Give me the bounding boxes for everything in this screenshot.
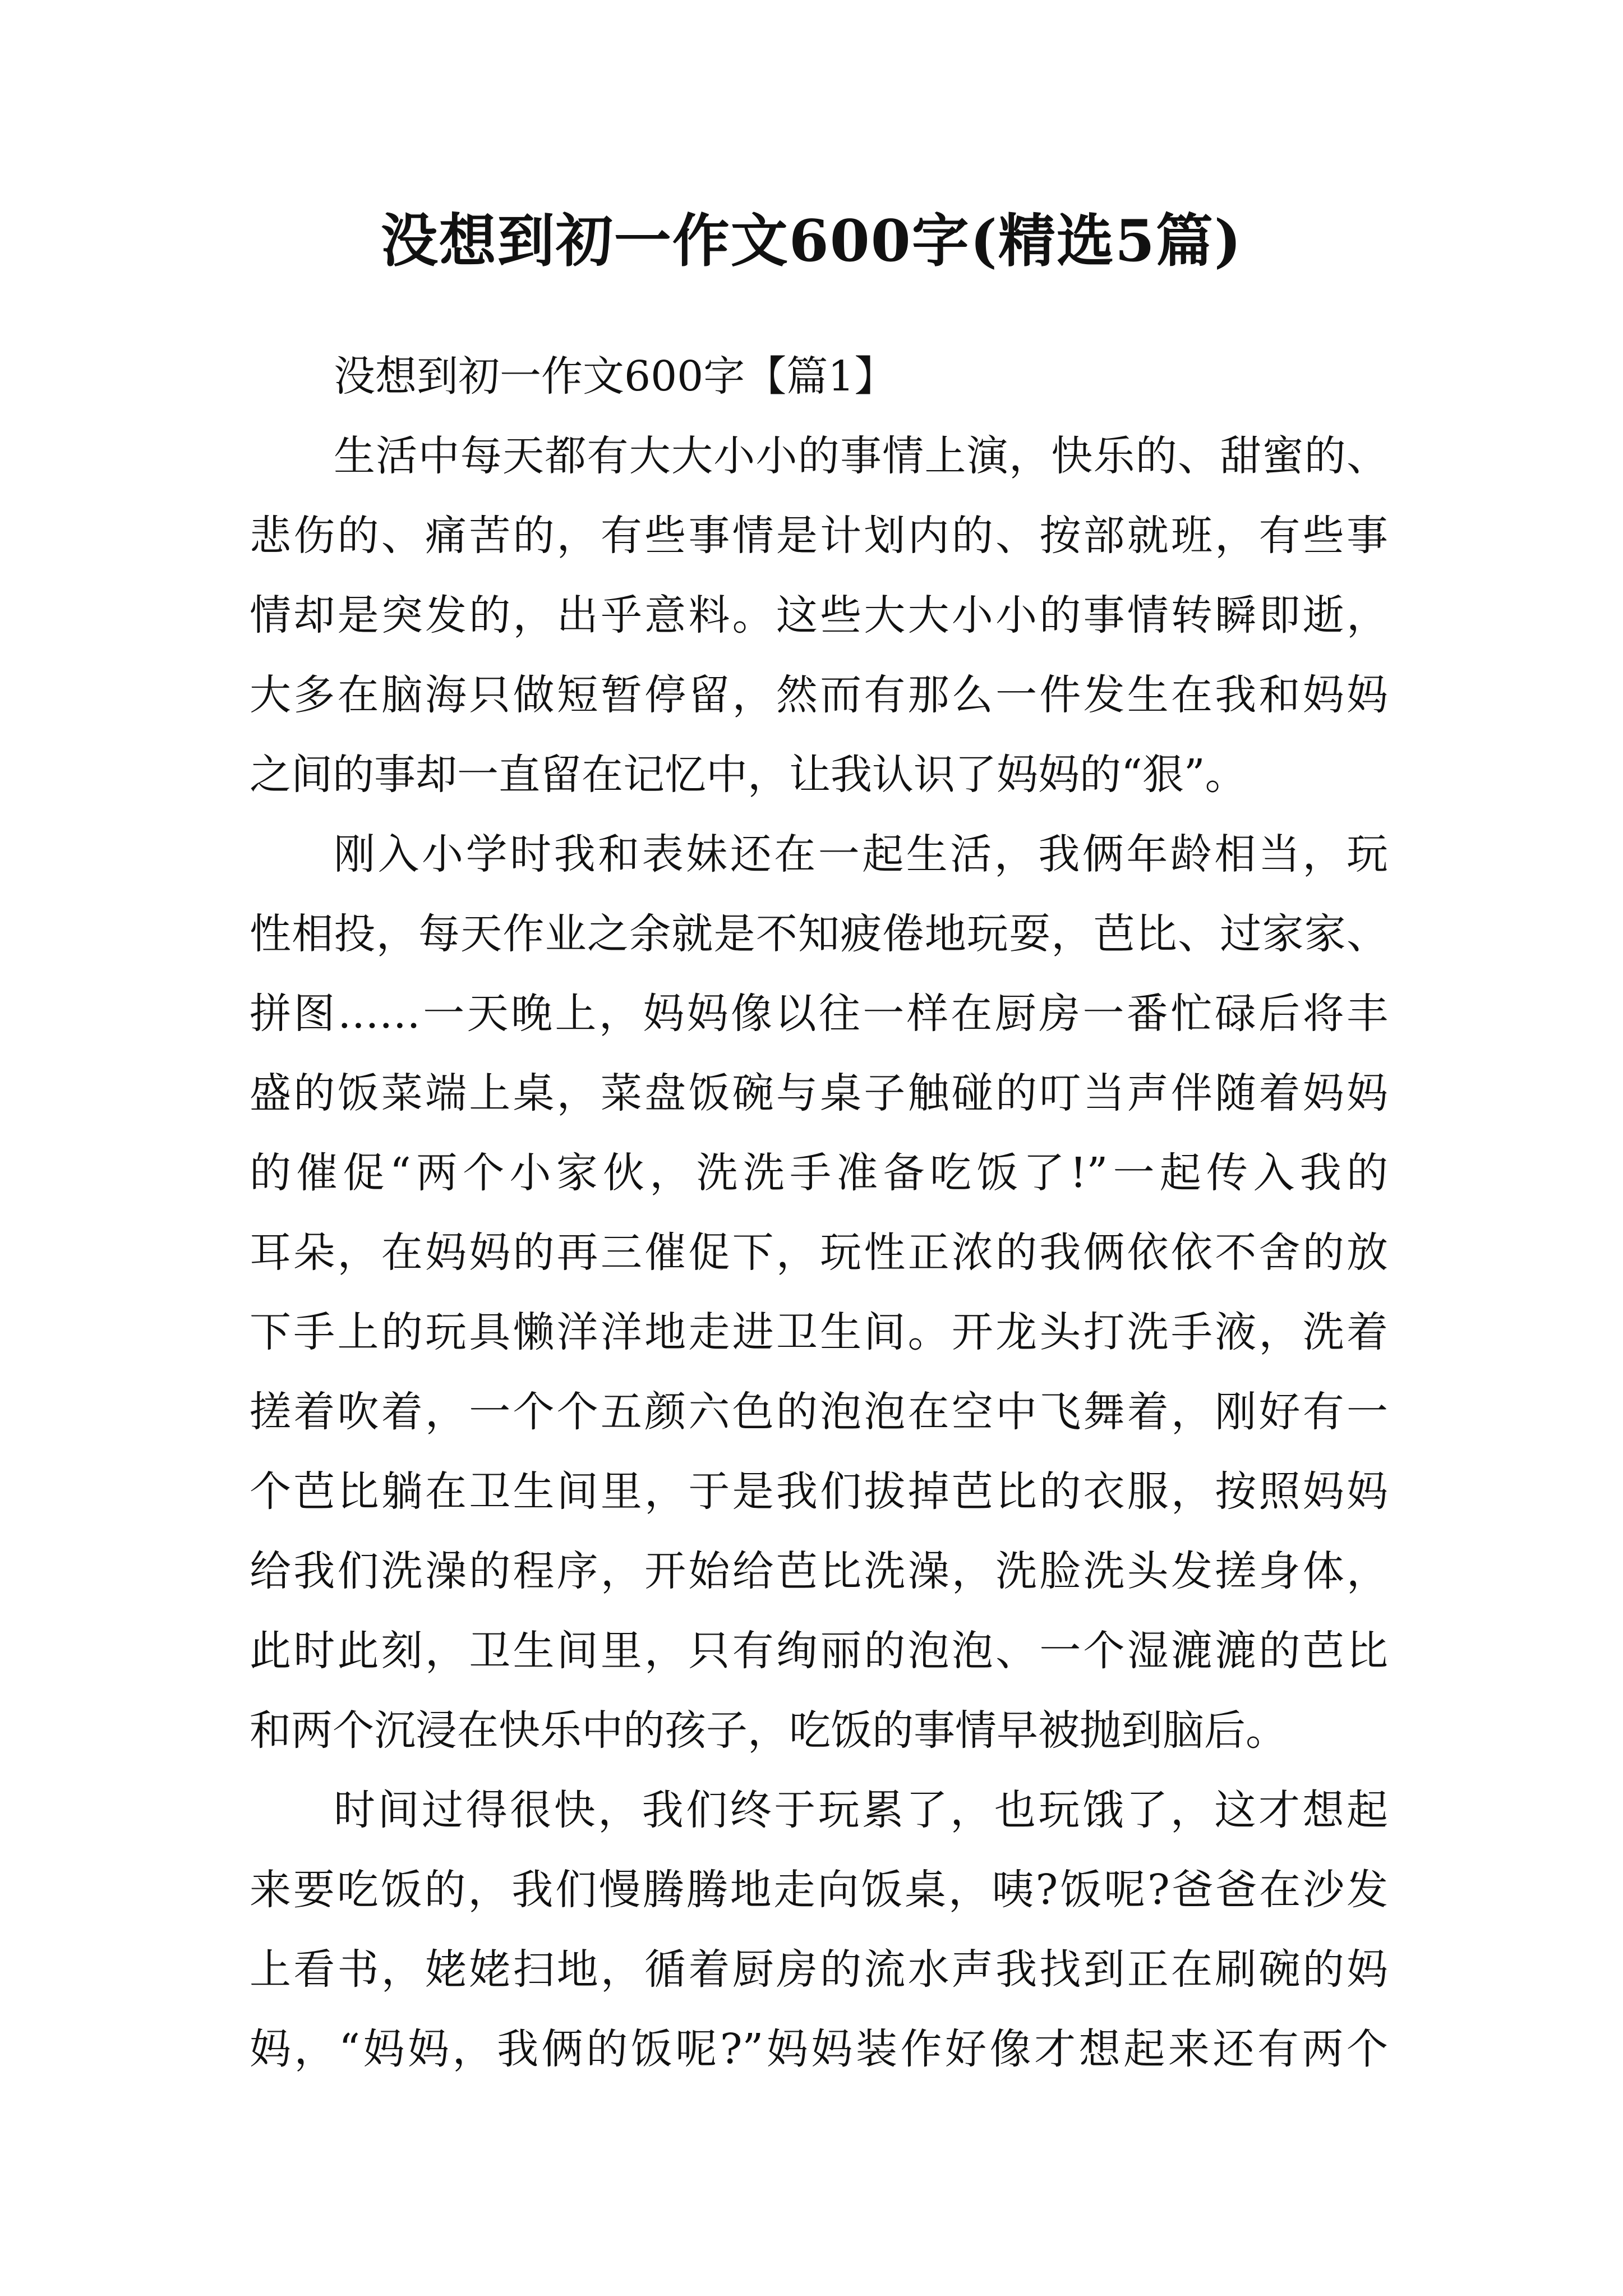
paragraph-line: 盛的饭菜端上桌，菜盘饭碗与桌子触碰的叮当声伴随着妈妈 [250,1069,1388,1117]
section-heading: 没想到初一作文600字【篇1】 [334,352,896,401]
paragraph-line: 个芭比躺在卫生间里，于是我们拔掉芭比的衣服，按照妈妈 [250,1467,1388,1516]
paragraph-line: 拼图……一天晚上，妈妈像以往一样在厨房一番忙碌后将丰 [250,990,1388,1038]
paragraph-line: 妈，“妈妈，我俩的饭呢?”妈妈装作好像才想起来还有两个 [250,2025,1388,2073]
paragraph-line: 此时此刻，卫生间里，只有绚丽的泡泡、一个湿漉漉的芭比 [250,1627,1388,1675]
paragraph-line: 悲伤的、痛苦的，有些事情是计划内的、按部就班，有些事 [250,512,1388,560]
paragraph-line: 搓着吹着，一个个五颜六色的泡泡在空中飞舞着，刚好有一 [250,1388,1388,1436]
paragraph-line: 之间的事却一直留在记忆中，让我认识了妈妈的“狠”。 [250,751,1247,799]
paragraph-line: 刚入小学时我和表妹还在一起生活，我俩年龄相当，玩 [334,830,1388,878]
paragraph-3 [250,1770,1388,2089]
paragraph-line: 耳朵，在妈妈的再三催促下，玩性正浓的我俩依依不舍的放 [250,1228,1388,1277]
document-body [250,337,1388,2089]
paragraph-line: 上看书，姥姥扫地，循着厨房的流水声我找到正在刷碗的妈 [250,1945,1388,1994]
paragraph-line: 生活中每天都有大大小小的事情上演，快乐的、甜蜜的、 [334,432,1388,480]
paragraph-line: 和两个沉浸在快乐中的孩子，吃饭的事情早被抛到脑后。 [250,1706,1287,1755]
paragraph-line: 大多在脑海只做短暂停留，然而有那么一件发生在我和妈妈 [250,671,1388,719]
document-title: 没想到初一作文600字(精选5篇) [380,208,1243,275]
paragraph-line: 性相投，每天作业之余就是不知疲倦地玩耍，芭比、过家家、 [250,910,1388,958]
paragraph-line: 下手上的玩具懒洋洋地走进卫生间。开龙头打洗手液，洗着 [250,1308,1388,1356]
paragraph-line: 的催促“两个小家伙，洗洗手准备吃饭了!”一起传入我的 [250,1149,1388,1197]
paragraph-1 [250,416,1388,815]
paragraph-line: 来要吃饭的，我们慢腾腾地走向饭桌，咦?饭呢?爸爸在沙发 [250,1866,1388,1914]
paragraph-line: 情却是突发的，出乎意料。这些大大小小的事情转瞬即逝， [250,591,1388,639]
paragraph-line: 给我们洗澡的程序，开始给芭比洗澡，洗脸洗头发搓身体， [250,1547,1388,1595]
paragraph-2 [250,815,1388,1770]
paragraph-line: 时间过得很快，我们终于玩累了，也玩饿了，这才想起 [334,1786,1388,1834]
